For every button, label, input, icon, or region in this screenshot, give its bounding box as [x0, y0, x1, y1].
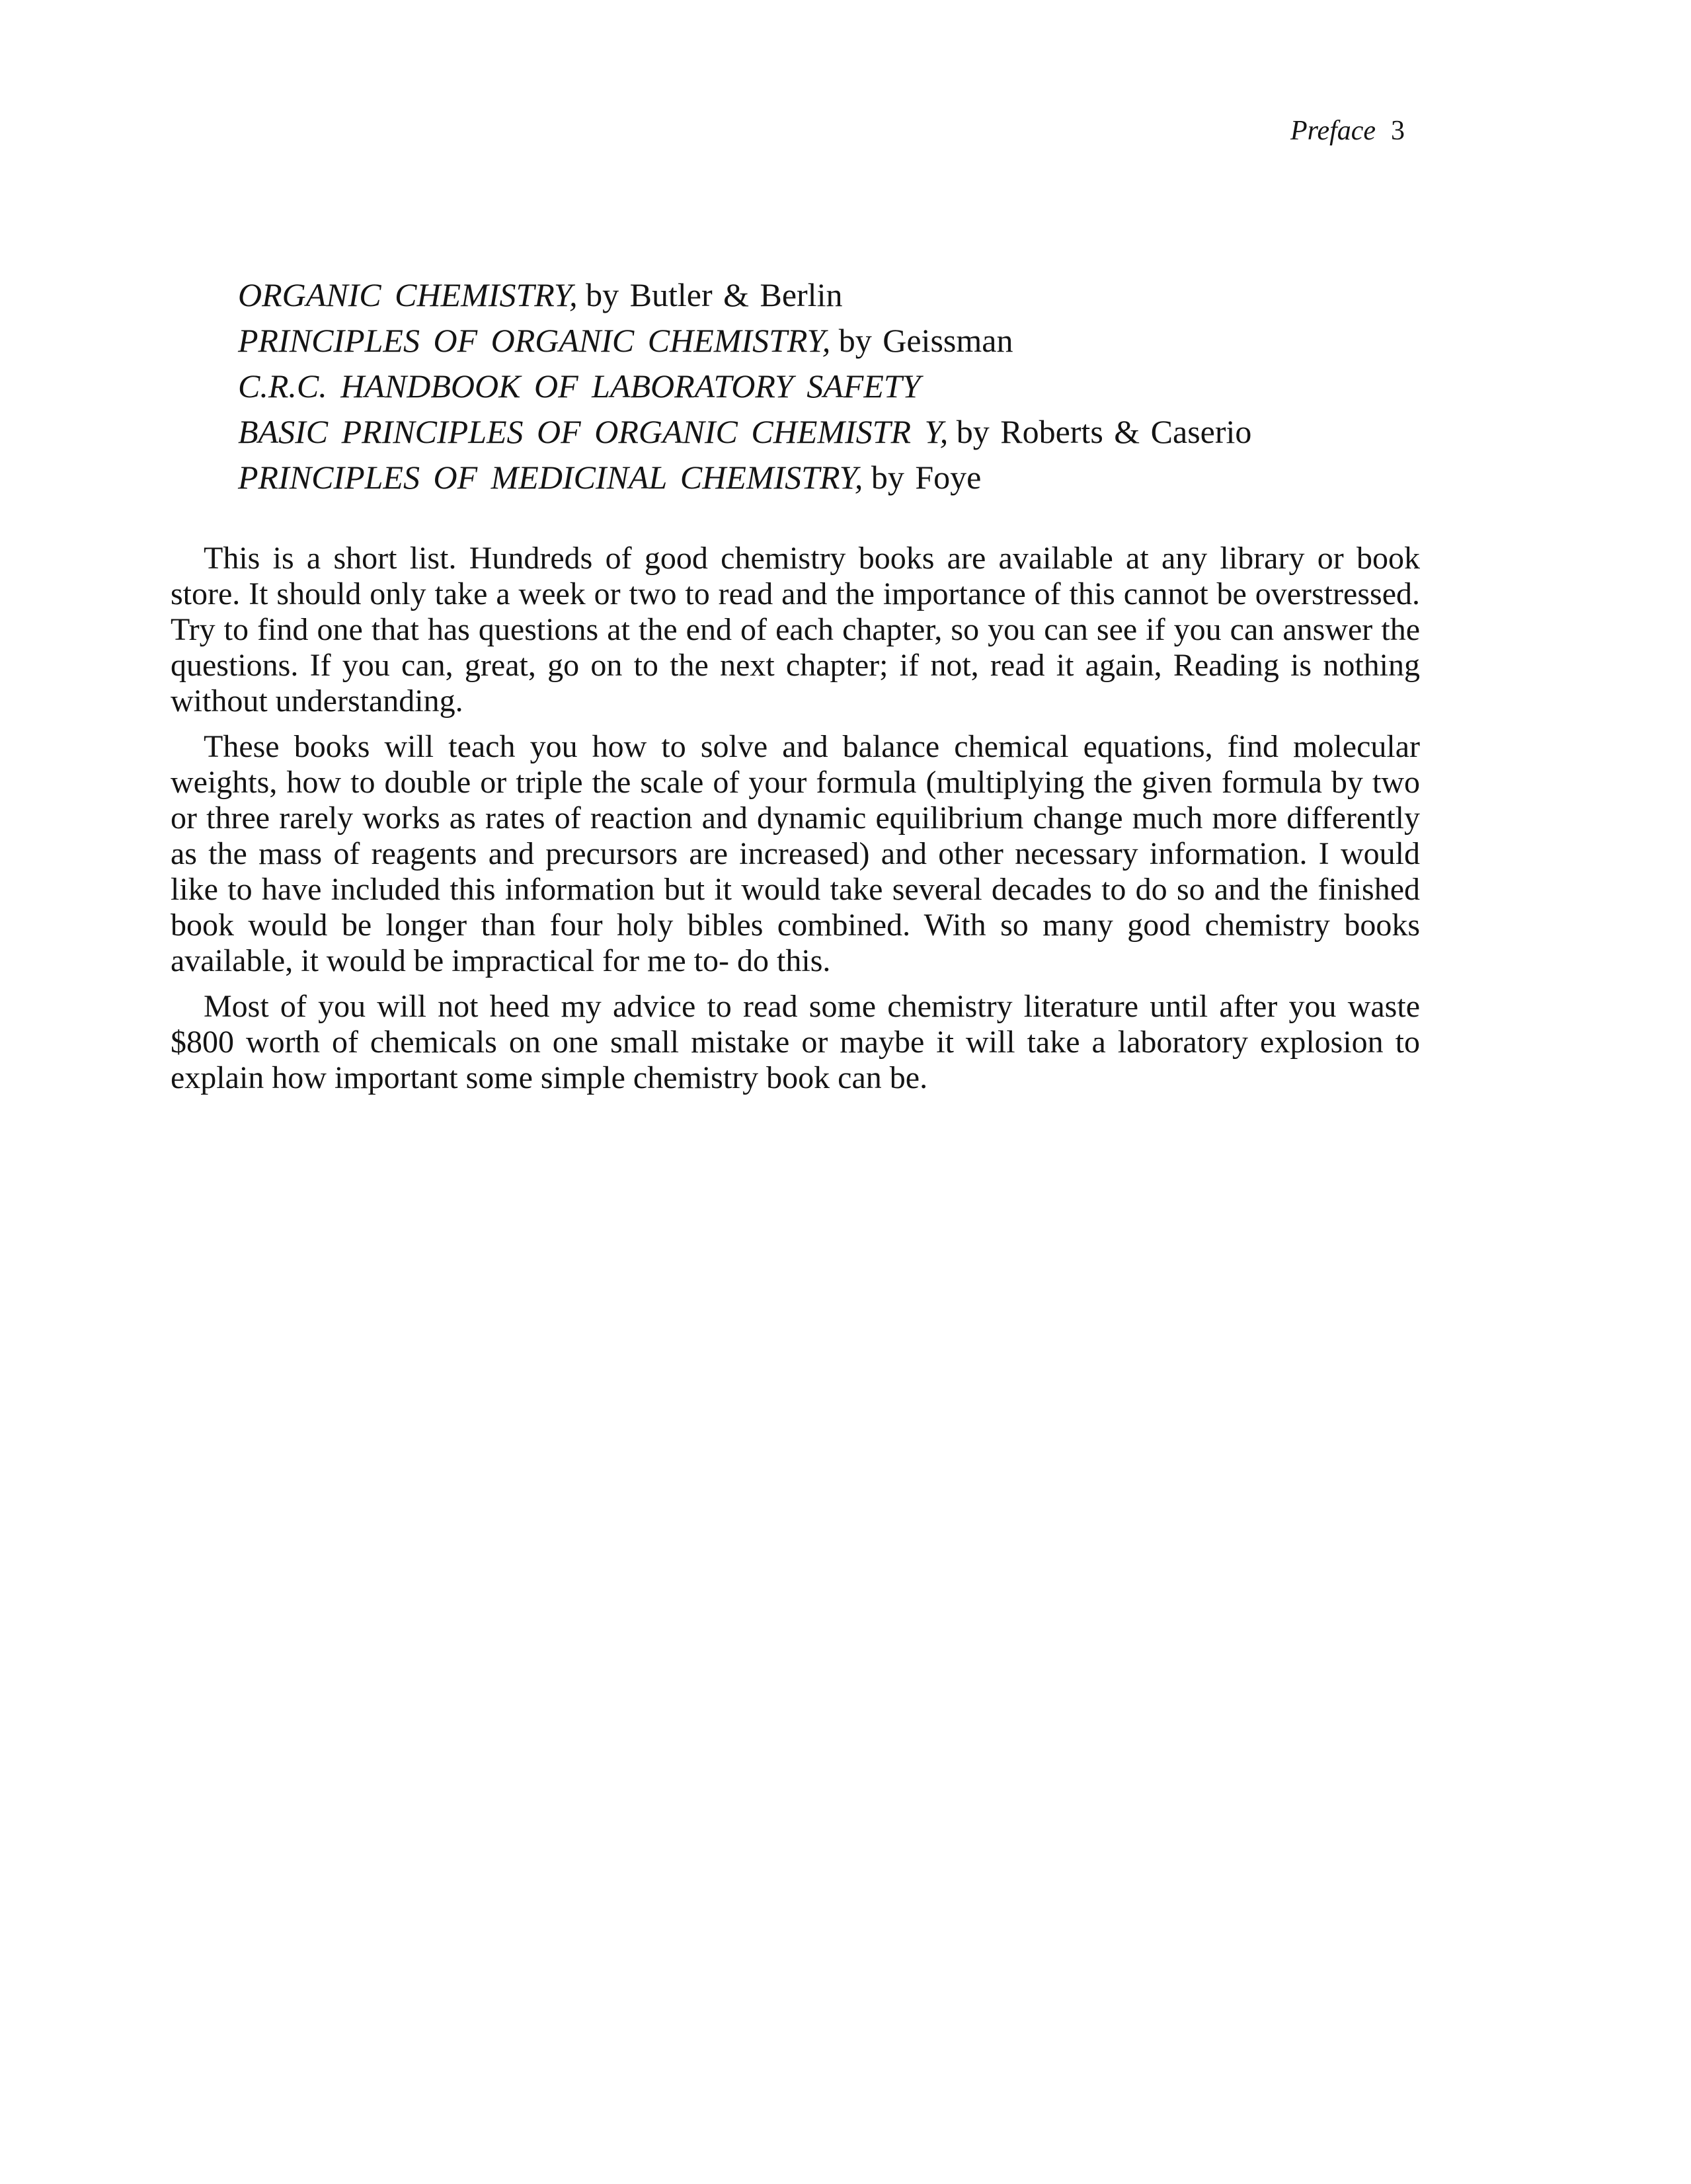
book-title: C.R.C. HANDBOOK OF LABORATORY SAFETY [238, 368, 921, 405]
body-text [171, 541, 1420, 1106]
recommended-books-list [238, 272, 1494, 500]
running-head [1256, 111, 1418, 151]
book-author: by Foye [871, 459, 982, 496]
book-author: by Butler & Berlin [586, 276, 843, 313]
book-title: PRINCIPLES OF ORGANIC CHEMISTRY, [238, 322, 831, 359]
paragraph: Most of you will not heed my advice to read some chemistry literature until after you waste $800 worth of chemicals on one small mistake or maybe it will take a laboratory explosion to explain how important some simple chemistry book can be. [171, 989, 1420, 1095]
book-title: ORGANIC CHEMISTRY, [238, 276, 578, 313]
paragraph: This is a short list. Hundreds of good chemistry books are available at any library or book store. It should only take a week or two to read and the importance of this cannot be overstressed. Try to find one that has questions at the end of each chapter, so you can see if you can answer the questions. If you can, great, go on to the next chapter; if not, read it again, Reading is nothing without understanding. [171, 541, 1420, 719]
book-entry [238, 455, 1494, 500]
book-title: BASIC PRINCIPLES OF ORGANIC CHEMISTR Y, [238, 413, 949, 450]
book-title: PRINCIPLES OF MEDICINAL CHEMISTRY, [238, 459, 863, 496]
book-entry [238, 409, 1494, 455]
page-number: 3 [1391, 116, 1405, 146]
book-entry [238, 272, 1494, 318]
book-entry [238, 318, 1494, 364]
paragraph: These books will teach you how to solve and balance chemical equations, find molecular weights, how to double or triple the scale of your formula (multiplying the given formula by two or three rarely works as rates of reaction and dynamic equilibrium change much more differently as the mass of reagents and precursors are increased) and other necessary information. I would like to have included this information but it would take several decades to do so and the finished book would be longer than four holy bibles combined. With so many good chemistry books available, it would be impractical for me to- do this. [171, 729, 1420, 978]
book-author: by Geissman [838, 322, 1013, 359]
book-entry [238, 364, 1494, 409]
section-title: Preface [1290, 116, 1376, 146]
book-author: by Roberts & Caserio [956, 413, 1252, 450]
